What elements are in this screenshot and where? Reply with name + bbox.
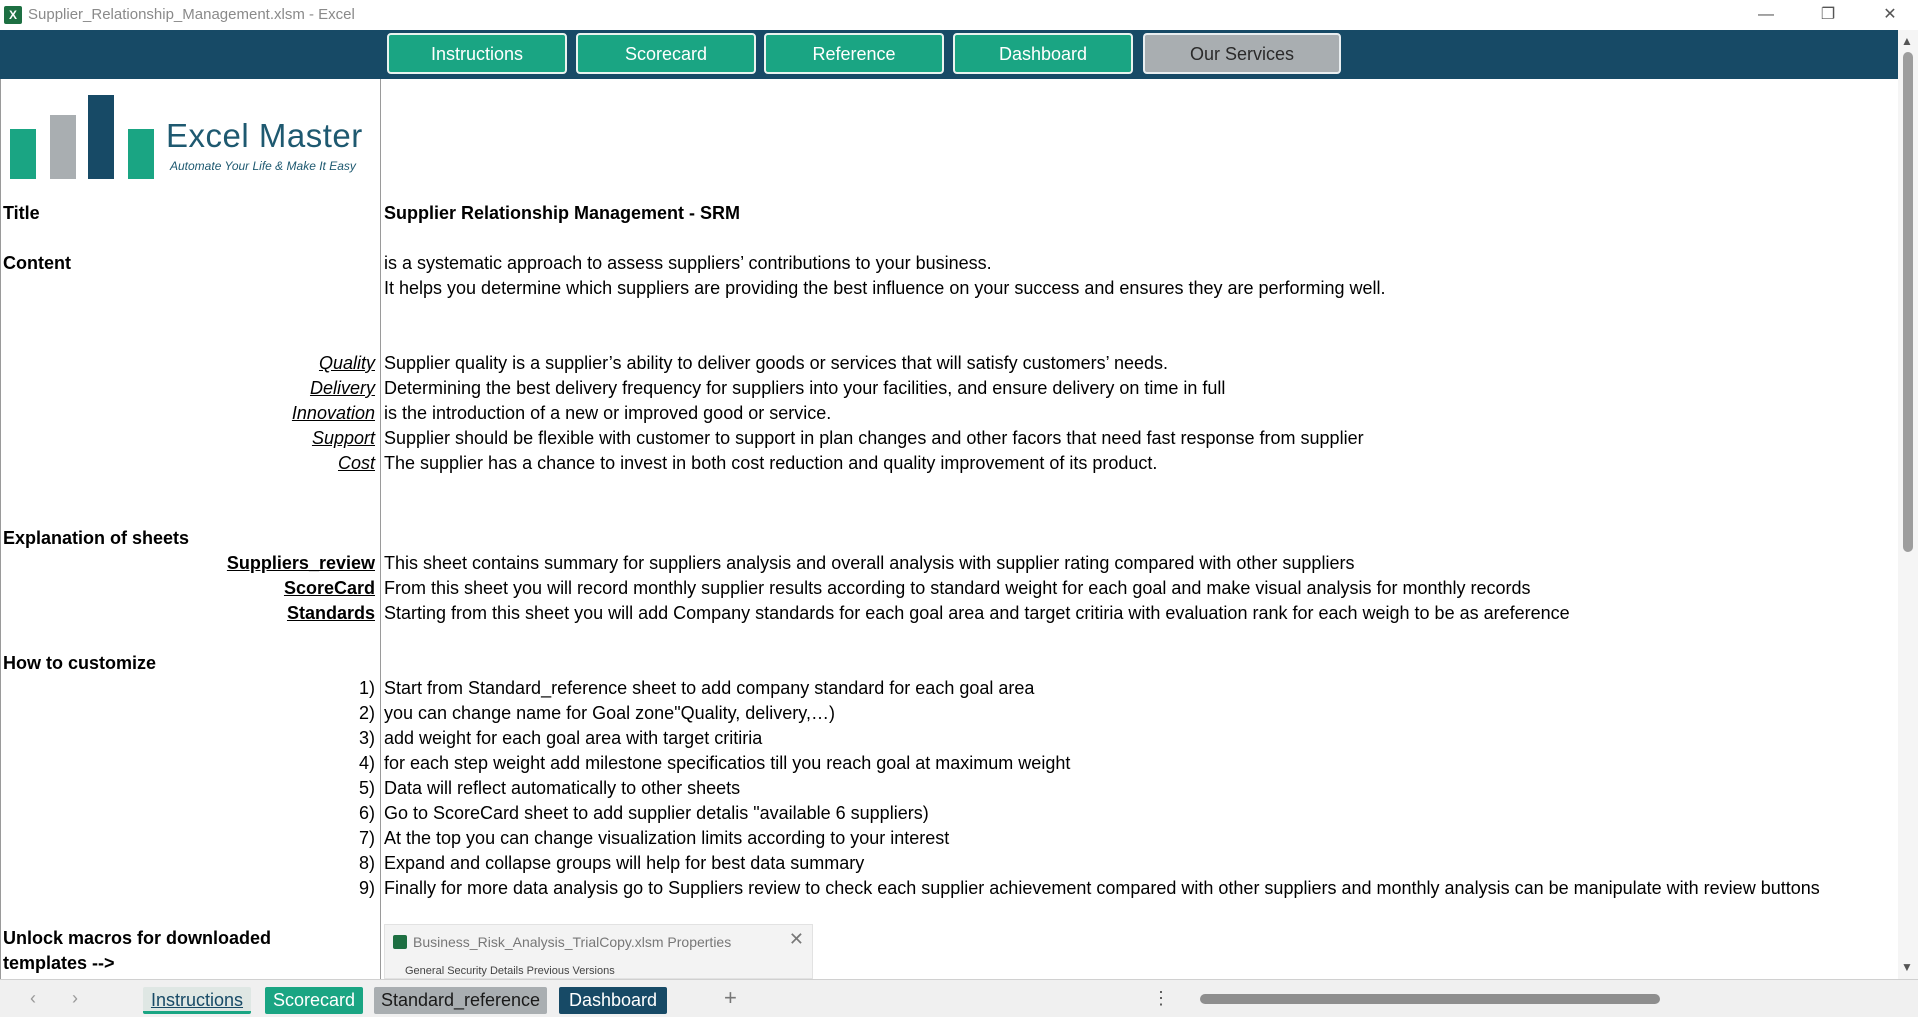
- navigation-band: [0, 30, 1898, 79]
- sheet-tab-dashboard[interactable]: Dashboard: [559, 987, 667, 1014]
- sheet-tab-standard-reference[interactable]: Standard_reference: [374, 987, 547, 1014]
- minimize-button[interactable]: —: [1758, 6, 1774, 23]
- close-button[interactable]: ✕: [1883, 6, 1897, 23]
- area-delivery-label: Delivery: [309, 378, 375, 398]
- area-support-desc: Supplier should be flexible with customer to support in plan changes and other facors that need fast response from supplier: [384, 428, 1364, 448]
- sheet-desc-suppliers-review: This sheet contains summary for suppliers analysis and overall analysis with supplier rating compared with other suppliers: [384, 553, 1355, 573]
- area-quality-desc: Supplier quality is a supplier’s ability to deliver goods or services that will satisfy customers’ needs.: [384, 353, 1169, 373]
- step-number: 2): [358, 703, 375, 723]
- area-quality-label: Quality: [318, 353, 375, 373]
- sheet-link-suppliers-review[interactable]: Suppliers_review: [226, 553, 375, 573]
- window-title: Supplier_Relationship_Management.xlsm - Excel: [28, 6, 355, 23]
- column-divider: [380, 79, 381, 979]
- step-text: Data will reflect automatically to other sheets: [384, 778, 741, 798]
- sheet-left-border: [0, 79, 1, 979]
- sheet-tab-bar: [0, 979, 1918, 1017]
- content-line-2: It helps you determine which suppliers are providing the best influence on your success and ensures they are performing well.: [384, 278, 1386, 298]
- nav-our-services-button[interactable]: Our Services: [1143, 33, 1341, 74]
- nav-dashboard-button[interactable]: Dashboard: [953, 33, 1133, 74]
- sheet-tab-scorecard[interactable]: Scorecard: [265, 987, 363, 1014]
- sheet-link-scorecard[interactable]: ScoreCard: [283, 578, 375, 598]
- window-title-bar: [0, 0, 1918, 30]
- restore-button[interactable]: ❐: [1820, 6, 1836, 23]
- nav-reference-button[interactable]: Reference: [764, 33, 944, 74]
- sheet-tab-instructions[interactable]: Instructions: [143, 987, 251, 1014]
- step-number: 8): [358, 853, 375, 873]
- content-line-1: is a systematic approach to assess suppliers’ contributions to your business.: [384, 253, 992, 273]
- sheet-link-standards[interactable]: Standards: [286, 603, 375, 623]
- logo-bar-1: [10, 129, 36, 179]
- unlock-label-line-1: Unlock macros for downloaded: [3, 928, 272, 948]
- unlock-label-line-2: templates -->: [3, 953, 115, 973]
- scroll-down-icon[interactable]: ▼: [1901, 960, 1913, 974]
- step-text: Go to ScoreCard sheet to add supplier detalis "available 6 suppliers): [384, 803, 929, 823]
- properties-dialog-image: [384, 924, 813, 979]
- sheet-desc-scorecard: From this sheet you will record monthly supplier results according to standard weight for each goal and make visual analysis for monthly records: [384, 578, 1531, 598]
- area-cost-desc: The supplier has a chance to invest in both cost reduction and quality improvement of its product.: [384, 453, 1158, 473]
- step-text: Expand and collapse groups will help for best data summary: [384, 853, 865, 873]
- excel-master-logo: [10, 87, 370, 179]
- step-text: you can change name for Goal zone"Quality, delivery,…): [384, 703, 835, 723]
- step-text: Finally for more data analysis go to Suppliers review to check each supplier achievement compared with other suppliers and monthly analysis can be manipulate with review buttons: [384, 878, 1820, 898]
- sheet-desc-standards: Starting from this sheet you will add Company standards for each goal area and target critiria with evaluation rank for each weigh to be as areference: [384, 603, 1570, 623]
- step-number: 9): [358, 878, 375, 898]
- title-value: Supplier Relationship Management - SRM: [384, 203, 741, 223]
- step-number: 3): [358, 728, 375, 748]
- customize-label: How to customize: [3, 653, 157, 673]
- content-label: Content: [3, 253, 71, 273]
- area-support-label: Support: [311, 428, 375, 448]
- add-sheet-icon[interactable]: +: [724, 985, 737, 1010]
- logo-bar-3: [88, 95, 114, 179]
- step-number: 6): [358, 803, 375, 823]
- title-label: Title: [3, 203, 40, 223]
- step-number: 4): [358, 753, 375, 773]
- tab-prev-icon[interactable]: ‹: [30, 988, 36, 1008]
- excel-file-icon: [393, 935, 407, 949]
- horizontal-scrollbar[interactable]: [1180, 994, 1880, 1004]
- step-number: 5): [358, 778, 375, 798]
- area-innovation-desc: is the introduction of a new or improved good or service.: [384, 403, 832, 423]
- more-options-icon[interactable]: ⋮: [1152, 988, 1170, 1008]
- excel-app-icon: X: [4, 6, 22, 24]
- scroll-up-icon[interactable]: ▲: [1901, 34, 1913, 48]
- step-number: 1): [358, 678, 375, 698]
- logo-bar-4: [128, 129, 154, 179]
- step-text: Start from Standard_reference sheet to add company standard for each goal area: [384, 678, 1035, 698]
- vertical-scroll-thumb[interactable]: [1903, 52, 1913, 552]
- step-text: for each step weight add milestone specificatios till you reach goal at maximum weight: [384, 753, 1071, 773]
- logo-brand: Excel Master: [166, 117, 363, 154]
- nav-instructions-button[interactable]: Instructions: [387, 33, 567, 74]
- area-cost-label: Cost: [337, 453, 375, 473]
- logo-bar-2: [50, 115, 76, 179]
- sheets-label: Explanation of sheets: [3, 528, 190, 548]
- worksheet: [0, 79, 1898, 979]
- step-text: add weight for each goal area with target critiria: [384, 728, 763, 748]
- area-innovation-label: Innovation: [291, 403, 375, 423]
- step-text: At the top you can change visualization limits according to your interest: [384, 828, 950, 848]
- horizontal-scroll-thumb[interactable]: [1200, 994, 1660, 1004]
- nav-scorecard-button[interactable]: Scorecard: [576, 33, 756, 74]
- vertical-scrollbar[interactable]: [1898, 30, 1918, 979]
- step-number: 7): [358, 828, 375, 848]
- properties-dialog-tabs: General Security Details Previous Versions: [405, 965, 695, 979]
- logo-tagline: Automate Your Life & Make It Easy: [170, 159, 356, 173]
- area-delivery-desc: Determining the best delivery frequency for suppliers into your facilities, and ensure delivery on time in full: [384, 378, 1226, 398]
- properties-dialog-title: Business_Risk_Analysis_TrialCopy.xlsm Properties: [413, 934, 732, 950]
- close-icon: ✕: [788, 929, 804, 949]
- tab-next-icon[interactable]: ›: [72, 988, 78, 1008]
